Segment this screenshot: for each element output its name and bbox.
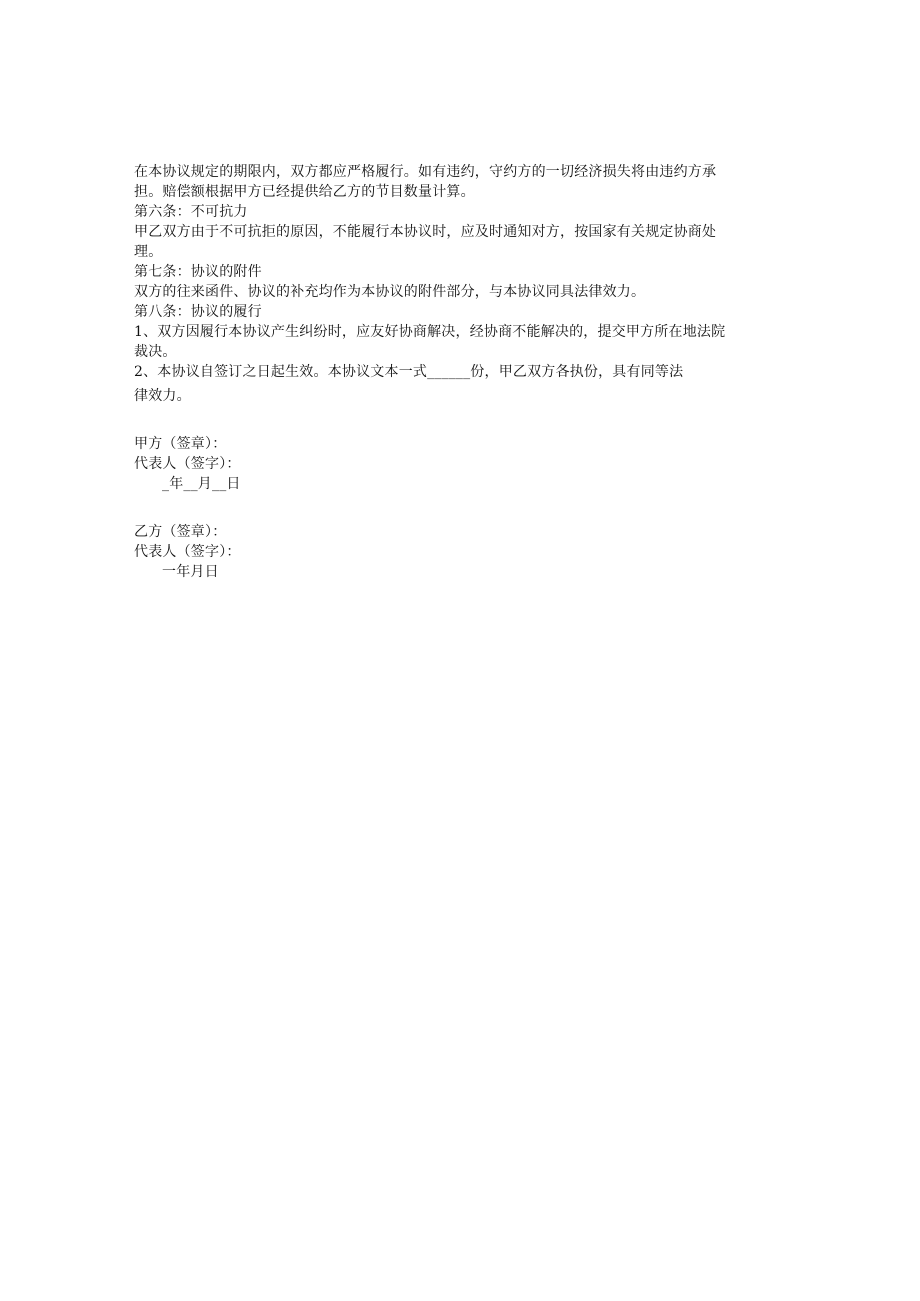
party-b-date: 一年月日 (162, 564, 219, 580)
party-a-label: 甲方（签章）： (134, 436, 227, 452)
party-b-representative: 代表人（签字）： (134, 544, 241, 560)
party-a-signature-block (134, 434, 784, 494)
spacer (134, 494, 784, 522)
paragraph-line: 双方的往来函件、协议的补充均作为本协议的附件部分，与本协议同具法律效力。 (134, 284, 646, 300)
paragraph-line: 2、本协议自签订之日起生效。本协议文本一式______份，甲乙双方各执份，具有同等法 (134, 364, 684, 380)
document-body (134, 162, 784, 582)
paragraph-line: 在本协议规定的期限内，双方都应严格履行。如有违约，守约方的一切经济损失将由违约方承 (134, 164, 717, 180)
paragraph-line: 裁决。 (134, 344, 177, 360)
paragraph-line: 律效力。 (134, 388, 191, 404)
party-b-signature-block (134, 522, 784, 582)
paragraph-line: 理。 (134, 244, 163, 260)
paragraph-line: 担。赔偿额根据甲方已经提供给乙方的节目数量计算。 (134, 184, 475, 200)
paragraph-line: 1、双方因履行本协议产生纠纷时，应友好协商解决，经协商不能解决的，提交甲方所在地法院 (134, 324, 726, 340)
party-a-date: _年__月__日 (162, 476, 241, 492)
section-heading: 第七条：协议的附件 (134, 264, 262, 280)
spacer (134, 406, 784, 434)
paragraph-line: 甲乙双方由于不可抗拒的原因，不能履行本协议时，应及时通知对方，按国家有关规定协商处 (134, 224, 717, 240)
party-a-representative: 代表人（签字）： (134, 456, 241, 472)
section-heading: 第六条：不可抗力 (134, 204, 248, 220)
section-heading: 第八条：协议的履行 (134, 304, 262, 320)
party-b-label: 乙方（签章）： (134, 524, 227, 540)
